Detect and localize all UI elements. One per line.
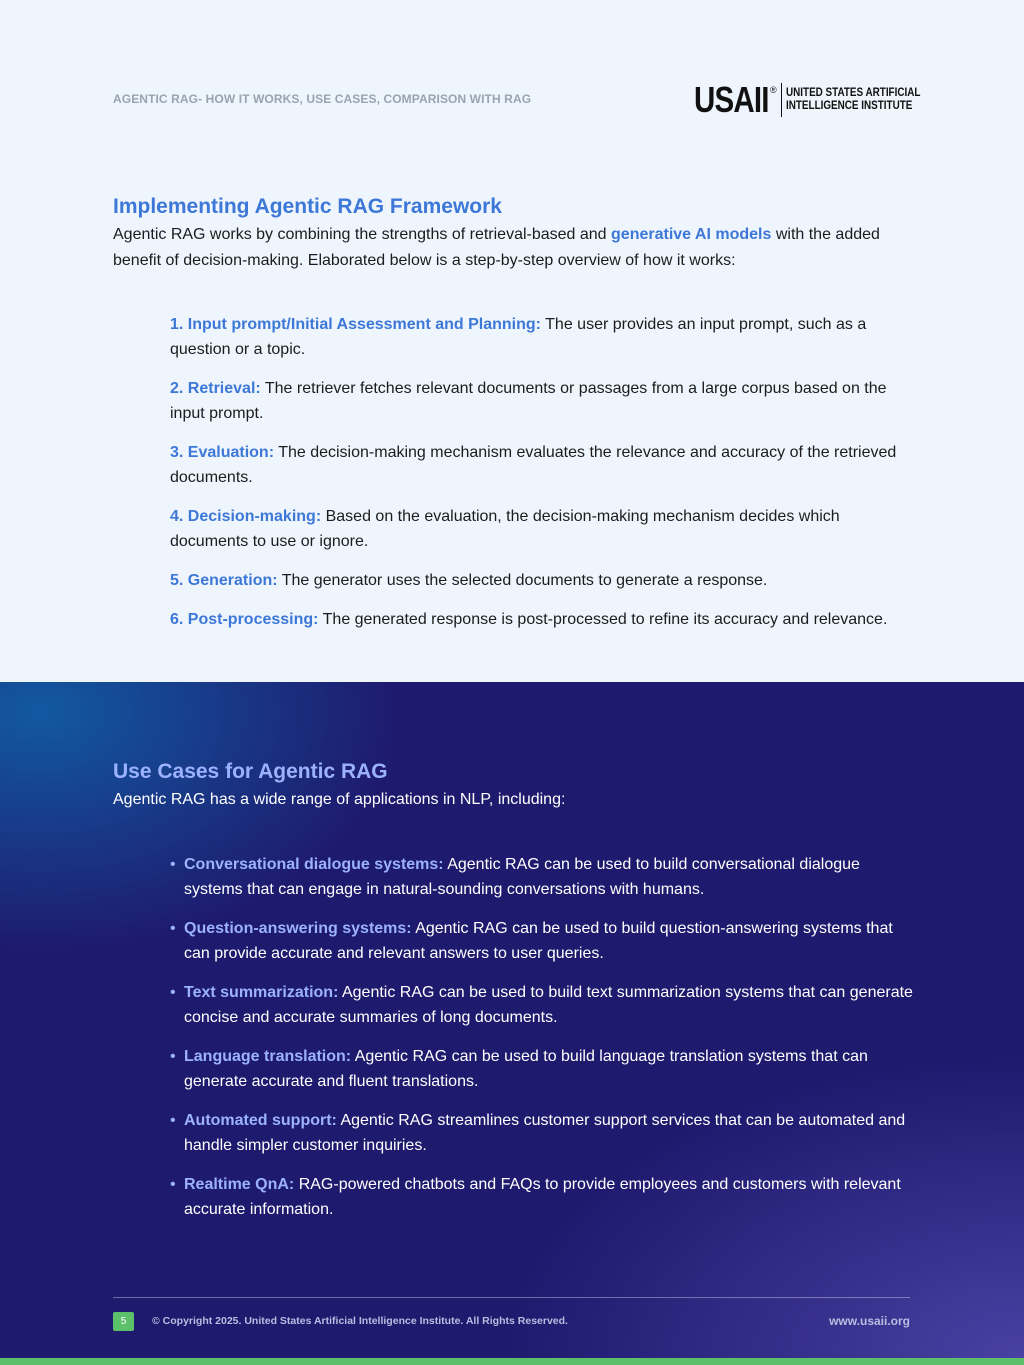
step-item (170, 504, 915, 554)
step-text: The decision-making mechanism evaluates the relevance and accuracy of the retrieved documents. (170, 444, 897, 486)
step-text: Based on the evaluation, the decision-making mechanism decides which documents to use or ignore. (170, 508, 840, 550)
use-case-label: Language translation: (184, 1048, 352, 1065)
logo-wordmark: USAII (694, 79, 769, 120)
bullet-icon: • (170, 920, 176, 937)
step-text: The user provides an input prompt, such as a question or a topic. (170, 316, 867, 358)
use-case-item (170, 980, 915, 1030)
bullet-icon: • (170, 856, 176, 873)
step-item (170, 440, 915, 490)
step-label: 6. Post-processing: (170, 611, 319, 628)
step-item (170, 376, 915, 426)
logo-subtitle-line1: UNITED STATES ARTIFICIAL (785, 87, 921, 99)
page-number-badge: 5 (113, 1312, 134, 1331)
bullet-icon: • (170, 1048, 176, 1065)
use-case-text: Agentic RAG can be used to build conversational dialogue systems that can engage in natural-sounding conversations with humans. (184, 856, 860, 898)
logo-registered-mark: ® (770, 85, 777, 95)
generative-ai-models-link[interactable]: generative AI models (611, 226, 772, 243)
website-link[interactable]: www.usaii.org (829, 1314, 910, 1328)
step-text: The retriever fetches relevant documents or passages from a large corpus based on the input prompt. (170, 380, 887, 422)
framework-intro-text-start: Agentic RAG works by combining the strengths of retrieval-based and (113, 226, 612, 243)
use-case-item (170, 1172, 915, 1222)
bullet-icon: • (170, 1176, 176, 1193)
step-item (170, 568, 915, 593)
use-case-label: Realtime QnA: (184, 1176, 295, 1193)
step-text: The generated response is post-processed to refine its accuracy and relevance. (318, 611, 888, 628)
steps-list (170, 312, 915, 646)
logo-subtitle-line2: INTELLIGENCE INSTITUTE (785, 100, 913, 112)
usaii-logo (694, 80, 942, 120)
step-text: The generator uses the selected documents to generate a response. (277, 572, 768, 589)
section-heading-framework: Implementing Agentic RAG Framework (113, 195, 502, 218)
step-label: 4. Decision-making: (170, 508, 322, 525)
step-item (170, 312, 915, 362)
use-case-text: Agentic RAG can be used to build question-answering systems that can provide accurate and relevant answers to user queries. (184, 920, 893, 962)
step-label: 3. Evaluation: (170, 444, 275, 461)
bullet-icon: • (170, 1112, 176, 1129)
use-case-text: RAG-powered chatbots and FAQs to provide employees and customers with relevant accurate information. (184, 1176, 901, 1218)
footer-divider (113, 1297, 910, 1298)
use-case-item (170, 1044, 915, 1094)
use-case-text: Agentic RAG can be used to build language translation systems that can generate accurate and fluent translations. (184, 1048, 868, 1090)
step-item (170, 607, 915, 632)
section-heading-use-cases: Use Cases for Agentic RAG (113, 760, 388, 783)
use-case-label: Question-answering systems: (184, 920, 412, 937)
copyright-text: © Copyright 2025. United States Artificial Intelligence Institute. All Rights Reserved. (152, 1315, 568, 1327)
step-label: 1. Input prompt/Initial Assessment and Planning: (170, 316, 541, 333)
use-cases-intro: Agentic RAG has a wide range of applications in NLP, including: (113, 791, 566, 808)
running-header-title: AGENTIC RAG- HOW IT WORKS, USE CASES, COMPARISON WITH RAG (113, 92, 532, 106)
use-case-item (170, 852, 915, 902)
use-case-text: Agentic RAG can be used to build text summarization systems that can generate concise and accurate summaries of long documents. (184, 984, 913, 1026)
use-case-label: Text summarization: (184, 984, 339, 1001)
step-label: 2. Retrieval: (170, 380, 261, 397)
use-case-label: Conversational dialogue systems: (184, 856, 444, 873)
use-case-item (170, 916, 915, 966)
bullet-icon: • (170, 984, 176, 1001)
step-label: 5. Generation: (170, 572, 278, 589)
use-case-text: Agentic RAG streamlines customer support services that can be automated and handle simpler customer inquiries. (184, 1112, 906, 1154)
logo-divider (781, 83, 782, 117)
logo-subtitle (786, 87, 920, 113)
use-case-label: Automated support: (184, 1112, 337, 1129)
use-cases-list (170, 852, 915, 1236)
use-case-item (170, 1108, 915, 1158)
framework-intro (113, 222, 893, 274)
bottom-accent-bar (0, 1358, 1024, 1365)
framework-intro-text-end: with the added benefit of decision-making. Elaborated below is a step-by-step overview of how it works: (113, 226, 880, 269)
